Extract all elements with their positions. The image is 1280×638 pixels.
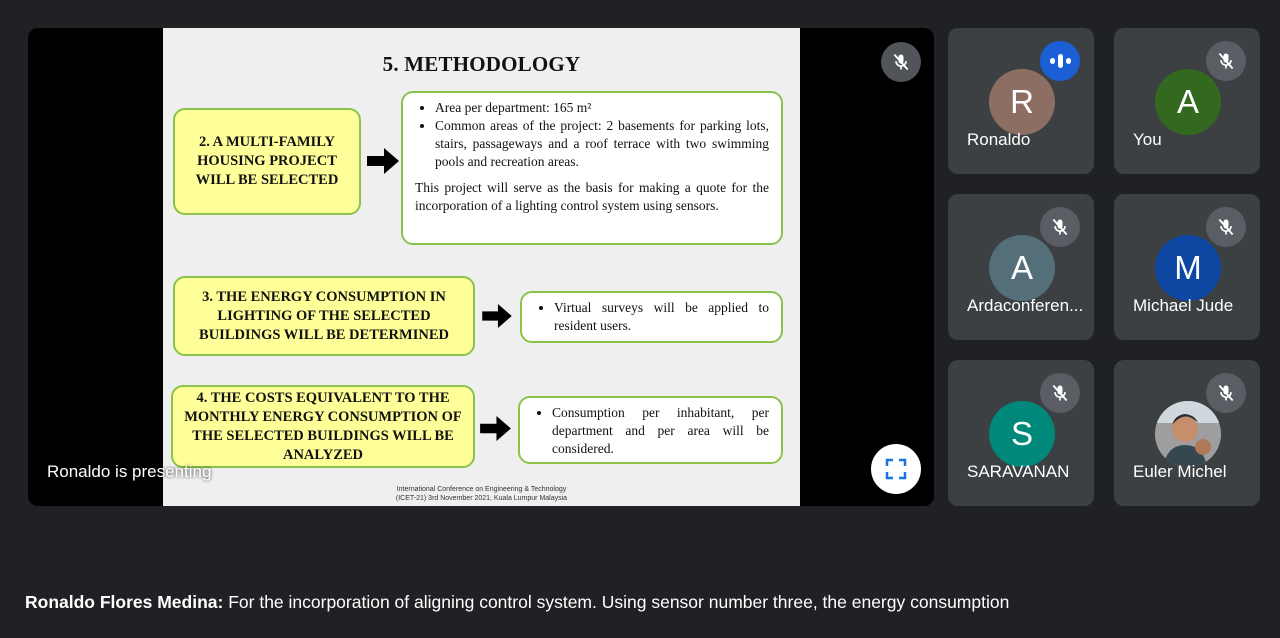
live-caption [25, 592, 1009, 613]
detail-bullet: • Common areas of the project: 2 basements for parking lots, stairs, passageways and a roof terrace with two swimming pools and recreation areas. [435, 117, 769, 171]
slide-title: 5. METHODOLOGY [382, 52, 581, 76]
speaking-indicator-icon [1040, 41, 1080, 81]
detail-bullet: • Virtual surveys will be applied to resident users. [554, 299, 769, 335]
step-detail-3 [520, 291, 783, 343]
participant-tile[interactable] [1114, 194, 1260, 340]
presentation-stage[interactable] [28, 28, 934, 506]
caption-speaker: Ronaldo Flores Medina: [25, 592, 224, 612]
caption-text: For the incorporation of aligning control system. Using sensor number three, the energy consumption [223, 592, 1010, 612]
mic-off-icon [1206, 41, 1246, 81]
detail-bullet: • Area per department: 165 m² [435, 99, 769, 117]
mic-off-icon [1206, 373, 1246, 413]
participant-tile[interactable] [1114, 360, 1260, 506]
participant-name: Ardaconferen... [967, 296, 1084, 315]
participant-name: Michael Jude [1133, 296, 1234, 315]
footer-line: International Conference on Engineering & Technology [396, 486, 567, 493]
presenting-label: Ronaldo is presenting [47, 462, 212, 481]
avatar: A [989, 235, 1055, 301]
mic-off-icon [1206, 207, 1246, 247]
step-detail-4 [518, 396, 783, 464]
avatar: M [1155, 235, 1221, 301]
arrow-right-icon [482, 304, 512, 328]
participant-name: Euler Michel [1133, 462, 1227, 481]
fullscreen-button[interactable] [871, 444, 921, 494]
mic-off-icon [891, 52, 911, 72]
slide-footer [163, 485, 800, 503]
presenter-mic-off-icon [881, 42, 921, 82]
slide [163, 28, 800, 506]
avatar: A [1155, 69, 1221, 135]
participant-tile[interactable] [1114, 28, 1260, 174]
avatar: R [989, 69, 1055, 135]
step-box-2: 2. A MULTI-FAMILY HOUSING PROJECT WILL BE SELECTED [173, 108, 361, 215]
participant-name: Ronaldo [967, 130, 1031, 149]
participant-tile[interactable] [948, 360, 1094, 506]
avatar: S [989, 401, 1055, 467]
step-box-4: 4. THE COSTS EQUIVALENT TO THE MONTHLY ENERGY CONSUMPTION OF THE SELECTED BUILDINGS WILL BE ANALYZED [171, 385, 475, 468]
arrow-right-icon [367, 148, 399, 174]
user-photo [1155, 401, 1221, 467]
participant-name: SARAVANAN [967, 462, 1070, 481]
participant-tile[interactable] [948, 28, 1094, 174]
participant-tile[interactable] [948, 194, 1094, 340]
mic-off-icon [1040, 207, 1080, 247]
detail-note: This project will serve as the basis for making a quote for the incorporation of a lighting control system using sensors. [415, 180, 769, 213]
step-box-3: 3. THE ENERGY CONSUMPTION IN LIGHTING OF THE SELECTED BUILDINGS WILL BE DETERMINED [173, 276, 475, 356]
footer-line: (ICET-21) 3rd November 2021, Kuala Lumpur Malaysia [395, 495, 568, 502]
participant-name: You [1133, 130, 1162, 149]
arrow-right-icon [480, 416, 511, 441]
step-detail-2 [401, 91, 783, 245]
fullscreen-icon [885, 458, 907, 480]
mic-off-icon [1040, 373, 1080, 413]
detail-bullet: • Consumption per inhabitant, per department and per area will be considered. [552, 404, 769, 458]
